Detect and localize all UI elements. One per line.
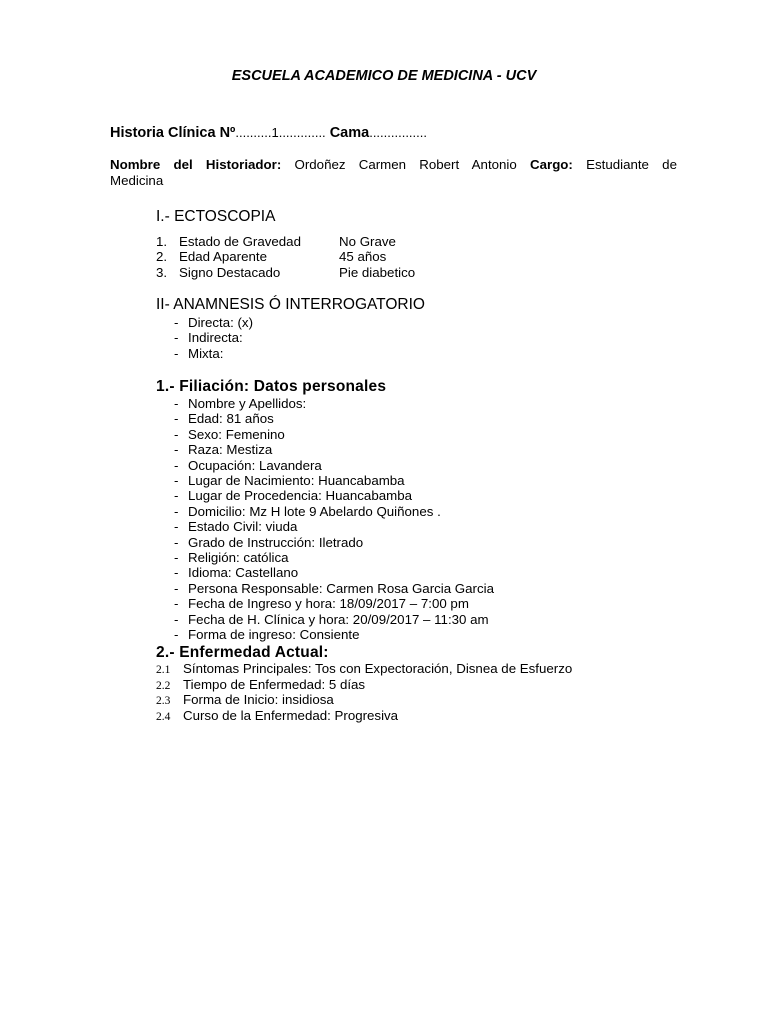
item-value: 45 años: [339, 249, 387, 265]
item-text: Nombre y Apellidos:: [188, 396, 307, 411]
item-number: 1.: [156, 234, 168, 249]
list-item: [156, 265, 415, 280]
bullet-dash: -: [174, 519, 179, 535]
bullet-dash: -: [174, 550, 179, 565]
list-item: [174, 442, 272, 457]
bullet-dash: -: [174, 411, 179, 427]
list-item: [174, 627, 359, 642]
item-text: Directa: (x): [188, 315, 254, 330]
list-item: [174, 488, 412, 503]
bullet-dash: -: [174, 426, 179, 442]
bullet-dash: -: [174, 565, 179, 581]
bullet-dash: -: [174, 627, 179, 642]
historia-number: ..........1.............: [235, 125, 326, 140]
cargo-label: Cargo:: [530, 157, 573, 172]
bullet-dash: -: [174, 596, 179, 612]
list-item: [174, 396, 306, 411]
item-text: Estado Civil: viuda: [188, 519, 298, 535]
enfermedad-heading: 2.- Enfermedad Actual:: [156, 644, 329, 661]
bullet-dash: -: [174, 330, 179, 346]
bullet-dash: -: [174, 442, 179, 458]
historiador-line: [110, 157, 677, 173]
item-text: Grado de Instrucción: Iletrado: [188, 534, 364, 550]
item-text: Sexo: Femenino: [188, 426, 285, 442]
item-value: Pie diabetico: [339, 264, 416, 280]
historia-clinica-line: [110, 125, 427, 141]
bullet-dash: -: [174, 457, 179, 473]
item-label: Estado de Gravedad: [179, 234, 301, 249]
item-text: Lugar de Procedencia: Huancabamba: [188, 488, 412, 504]
item-text: Indirecta:: [188, 330, 243, 346]
cama-label: Cama: [329, 125, 370, 141]
item-text: Ocupación: Lavandera: [188, 457, 322, 473]
bullet-dash: -: [174, 345, 179, 361]
item-text: Fecha de Ingreso y hora: 18/09/2017 – 7:00 pm: [188, 596, 469, 612]
historia-label: Historia Clínica Nº: [110, 125, 236, 141]
cama-fill: ................: [369, 125, 427, 140]
list-item: [174, 330, 243, 345]
item-label: Edad Aparente: [179, 249, 267, 265]
bullet-dash: -: [174, 503, 179, 519]
bullet-dash: -: [174, 534, 179, 550]
list-item: [174, 612, 489, 627]
item-text: Fecha de H. Clínica y hora: 20/09/2017 – 11:30 am: [188, 611, 489, 627]
item-number: 2.: [156, 249, 168, 265]
item-value: No Grave: [339, 234, 396, 249]
list-item: [156, 249, 386, 264]
item-text: Forma de Inicio: insidiosa: [183, 692, 334, 708]
bullet-dash: -: [174, 488, 179, 504]
item-text: Mixta:: [188, 345, 224, 361]
list-item: [174, 458, 322, 473]
list-item: [156, 234, 396, 249]
item-text: Idioma: Castellano: [188, 565, 299, 581]
item-text: Raza: Mestiza: [188, 442, 273, 458]
list-item: [174, 519, 297, 534]
anamnesis-heading: II- ANAMNESIS Ó INTERROGATORIO: [156, 296, 425, 313]
list-item: [174, 473, 405, 488]
item-text: Persona Responsable: Carmen Rosa Garcia Garcia: [188, 580, 494, 596]
list-item: [174, 504, 441, 519]
list-item: [174, 596, 469, 611]
list-item: [174, 535, 363, 550]
filiacion-heading: 1.- Filiación: Datos personales: [156, 378, 387, 395]
bullet-dash: -: [174, 396, 179, 411]
bullet-dash: -: [174, 580, 179, 596]
list-item: [174, 565, 298, 580]
item-text: Forma de ingreso: Consiente: [188, 627, 360, 642]
cargo-value-continued: Medicina: [110, 173, 164, 188]
item-label: Signo Destacado: [179, 264, 281, 280]
item-text: Tiempo de Enfermedad: 5 días: [183, 676, 366, 692]
list-item: [174, 315, 253, 330]
bullet-dash: -: [174, 611, 179, 627]
list-item: [174, 427, 285, 442]
item-number: 2.2: [156, 679, 171, 692]
list-item: [174, 411, 274, 426]
list-item: [156, 708, 398, 725]
item-text: Religión: católica: [188, 550, 289, 565]
cargo-value: Estudiante de: [586, 157, 677, 172]
item-text: Edad: 81 años: [188, 411, 274, 427]
list-item: [174, 346, 223, 361]
bullet-dash: -: [174, 315, 179, 330]
item-text: Domicilio: Mz H lote 9 Abelardo Quiñones .: [188, 503, 441, 519]
item-number: 2.3: [156, 695, 171, 708]
item-number: 3.: [156, 264, 168, 280]
ectoscopia-heading: I.- ECTOSCOPIA: [156, 208, 276, 225]
item-number: 2.1: [156, 664, 171, 676]
item-text: Curso de la Enfermedad: Progresiva: [183, 707, 399, 723]
document-title: ESCUELA ACADEMICO DE MEDICINA - UCV: [231, 68, 537, 84]
historiador-label: Nombre del Historiador:: [110, 157, 282, 172]
historiador-value: Ordoñez Carmen Robert Antonio: [294, 157, 517, 172]
item-text: Síntomas Principales: Tos con Expectoración, Disnea de Esfuerzo: [183, 661, 573, 676]
item-text: Lugar de Nacimiento: Huancabamba: [188, 473, 405, 488]
item-number: 2.4: [156, 710, 171, 723]
list-item: [174, 581, 494, 596]
bullet-dash: -: [174, 473, 179, 488]
list-item: [174, 550, 289, 565]
